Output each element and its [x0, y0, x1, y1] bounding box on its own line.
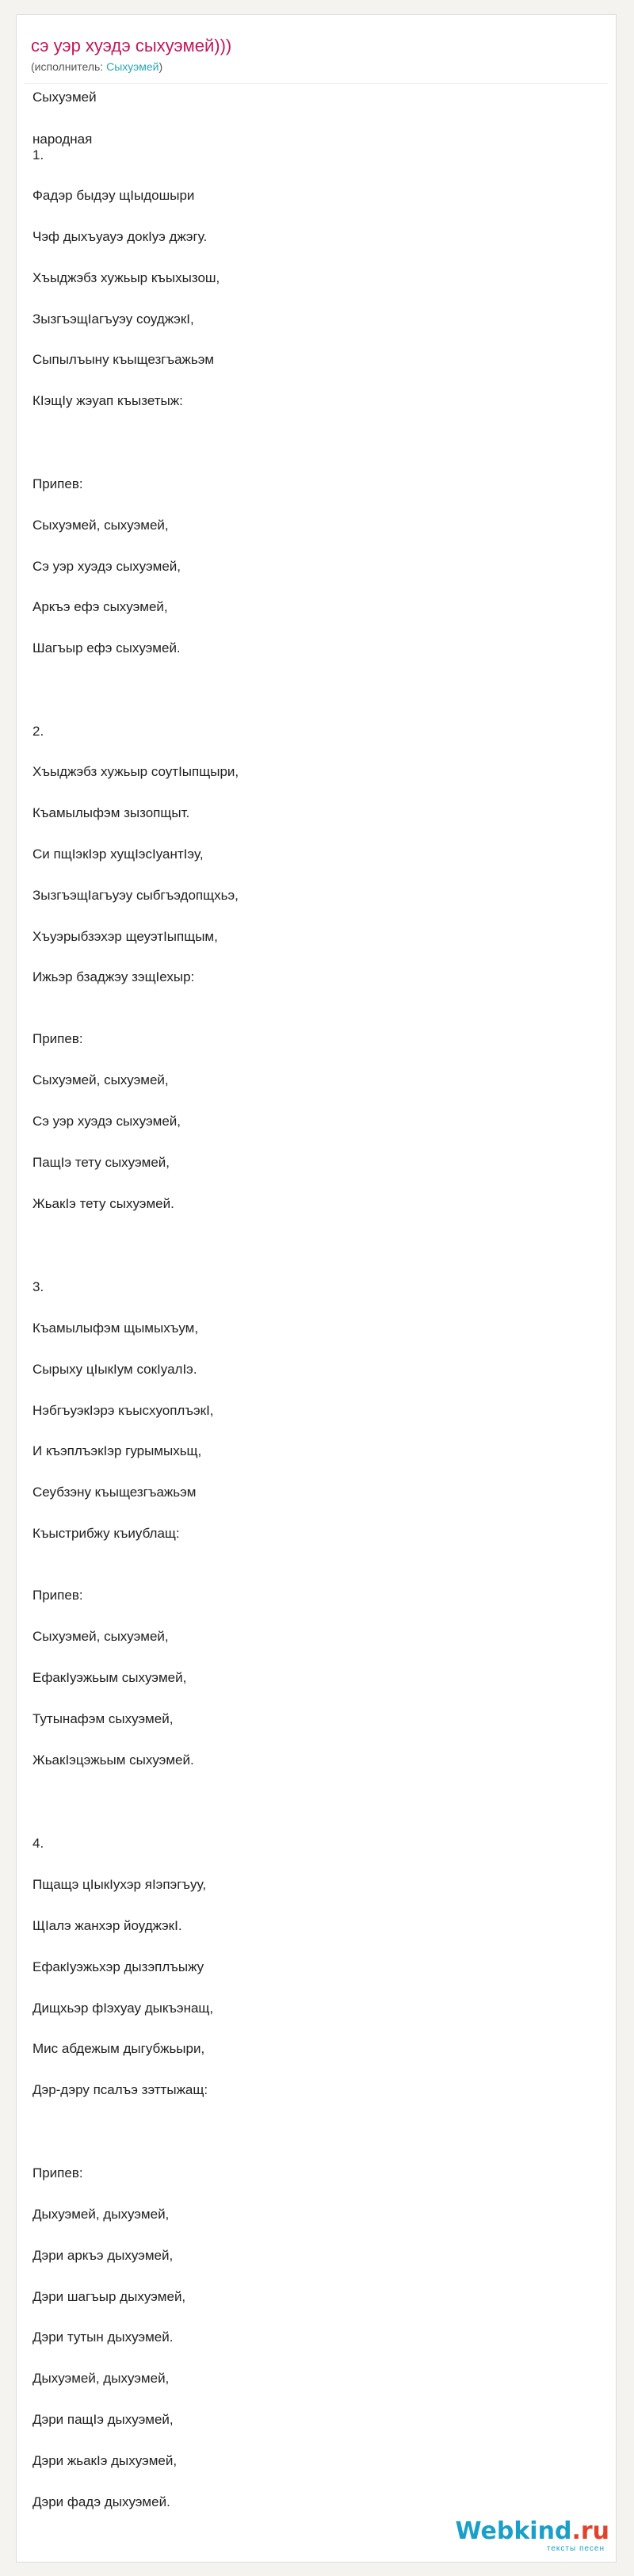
performer-suffix: ) — [158, 60, 163, 73]
lyric-line: Тутынафэм сыхуэмей, — [32, 1711, 174, 1726]
lyric-line: Сэ уэр хуэдэ сыхуэмей, — [32, 559, 181, 574]
lyric-line: ЕфакIуэжьхэр дызэплъыжу — [32, 1959, 204, 1974]
lyric-line: Дэри тутын дыхуэмей. — [32, 2329, 174, 2345]
song-card — [16, 14, 617, 2563]
lyric-line: Дэри шагъыр дыхуэмей, — [32, 2289, 186, 2304]
lyric-line: Хъыджэбз хужьыр къыхызош, — [32, 270, 220, 285]
lyric-line: Сыхуэмей, сыхуэмей, — [32, 1072, 169, 1087]
lyric-line: Хъыджэбз хужьыр соутIыпщыри, — [32, 764, 239, 779]
lyric-line: Дэри фадэ дыхуэмей. — [32, 2494, 170, 2509]
logo-tld: .ru — [571, 2517, 609, 2545]
performer-link[interactable]: Сыхуэмей — [106, 60, 159, 73]
lyric-line: Дэри жьакIэ дыхуэмей, — [32, 2453, 178, 2468]
lyric-line: 2. — [32, 724, 44, 739]
lyric-line: Дэри пащIэ дыхуэмей, — [32, 2412, 174, 2427]
lyric-line: ЖьакIэцэжьым сыхуэмей. — [32, 1752, 194, 1768]
lyric-line: Сыхуэмей — [32, 90, 97, 105]
lyric-line: Припев: — [32, 476, 83, 491]
lyric-line: Ижьэр бзаджэу зэщIехыр: — [32, 969, 195, 984]
lyric-line: Чэф дыхъуауэ докIуэ джэгу. — [32, 229, 208, 244]
logo-main: Webkind — [455, 2517, 572, 2545]
lyric-line: НэбгъуэкIэрэ къысхуоплъэкI, — [32, 1403, 214, 1418]
performer-prefix: (исполнитель: — [31, 60, 107, 73]
lyric-line: народная — [32, 132, 93, 147]
lyric-line: 3. — [32, 1279, 44, 1294]
site-watermark[interactable] — [456, 2519, 609, 2554]
lyric-line: 1. — [32, 147, 44, 162]
lyric-line: Дыхуэмей, дыхуэмей, — [32, 2371, 170, 2386]
lyric-line: Дэри аркъэ дыхуэмей, — [32, 2248, 174, 2263]
lyric-line: Къамылыфэм щымыхъум, — [32, 1320, 199, 1336]
lyric-line: Мис абдежым дыгубжьыри, — [32, 2041, 205, 2056]
lyric-line: Хъуэрыбзэхэр щеуэтIыпщым, — [32, 929, 218, 944]
lyric-line: Сэ уэр хуэдэ сыхуэмей, — [32, 1114, 181, 1129]
lyric-line: Къамылыфэм зызопщыт. — [32, 805, 190, 820]
lyric-line: 4. — [32, 1836, 44, 1851]
lyric-line: Сыхуэмей, сыхуэмей, — [32, 518, 169, 533]
lyric-line: ЕфакIуэжьым сыхуэмей, — [32, 1670, 187, 1685]
lyric-line: И къэплъэкIэр гурымыхьщ, — [32, 1443, 202, 1458]
lyric-line: КIэщIу жэуап къызетыж: — [32, 393, 183, 408]
lyric-line: Сыпылъыну къыщезгъажьэм — [32, 352, 215, 367]
lyric-line: Аркъэ ефэ сыхуэмей, — [32, 599, 168, 614]
lyric-line: ЗызгъэщIагъуэу сыбгъэдопщхьэ, — [32, 888, 239, 903]
lyric-line: Фадэр быдэу щIыдошыри — [32, 188, 195, 203]
lyric-line: Сырыху цIыкIум сокIуалIэ. — [32, 1362, 197, 1377]
lyric-line: Сеубзэну къыщезгъажьэм — [32, 1485, 197, 1500]
lyrics-body — [17, 15, 616, 2562]
lyric-line: Шагъыр ефэ сыхуэмей. — [32, 640, 181, 655]
lyric-line: ЗызгъэщIагъуэу соуджэкI, — [32, 311, 194, 327]
lyric-line: Си пщIэкIэр хущIэсIуантIэу, — [32, 847, 204, 862]
lyric-line: Сыхуэмей, сыхуэмей, — [32, 1629, 169, 1644]
lyric-line: Дэр-дэру псалъэ зэттыжащ: — [32, 2082, 208, 2097]
lyric-line: ЖьакIэ тету сыхуэмей. — [32, 1196, 174, 1211]
lyric-line: Пщащэ цIыкIухэр яIэпэгъуу, — [32, 1877, 207, 1892]
lyric-line: Припев: — [32, 1588, 83, 1603]
lyric-line: Къыстрибжу къиублащ: — [32, 1526, 180, 1541]
song-title: сэ уэр хуэдэ сыхуэмей))) — [31, 36, 232, 55]
lyric-line: Припев: — [32, 1031, 83, 1046]
lyric-line: ПащIэ тету сыхуэмей, — [32, 1155, 170, 1170]
lyric-line: Дыхуэмей, дыхуэмей, — [32, 2207, 170, 2222]
lyric-line: Дищхьэр фIэхуау дыкъэнащ, — [32, 2001, 214, 2016]
lyric-line: Припев: — [32, 2165, 83, 2180]
logo-tagline: тексты песен — [546, 2544, 605, 2553]
webkind-logo — [456, 2519, 609, 2544]
lyric-line: ЩIалэ жанхэр йоуджэкI. — [32, 1918, 182, 1933]
